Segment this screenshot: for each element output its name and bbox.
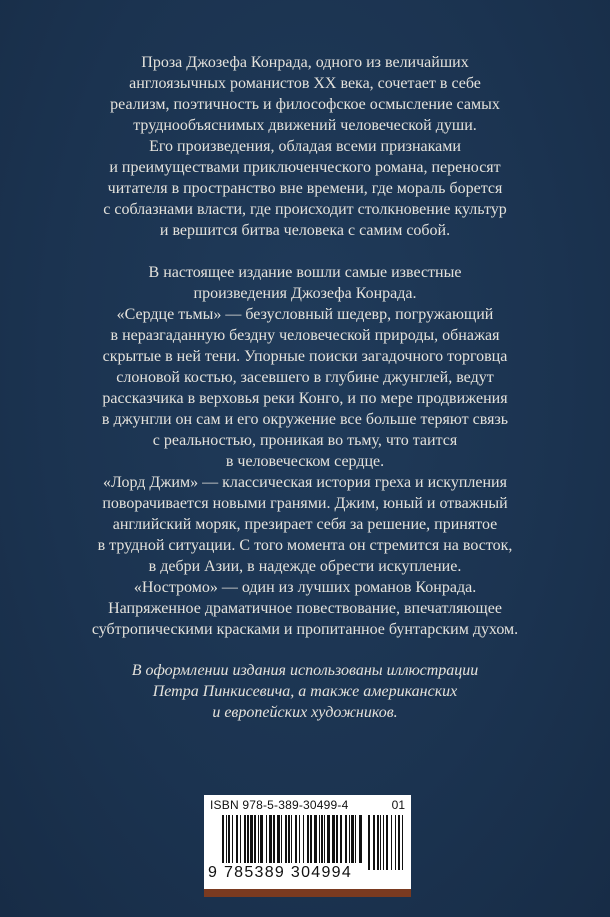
text-line: и преимуществами приключенческого романа, переносят xyxy=(109,159,501,176)
isbn-number: ISBN 978-5-389-30499-4 xyxy=(210,798,349,812)
text-line: и вершится битва человека с самим собой. xyxy=(159,222,451,239)
edition-paragraph xyxy=(60,262,550,304)
text-line: В настоящее издание вошли самые известные xyxy=(148,264,462,281)
isbn-barcode xyxy=(204,795,411,889)
text-line: «Лорд Джим» — классическая история греха и искупления xyxy=(103,474,507,491)
text-line: англоязычных романистов XX века, сочетает в себе xyxy=(129,75,481,92)
nostromo-paragraph xyxy=(60,577,550,640)
text-line: «Сердце тьмы» — безусловный шедевр, погружающий xyxy=(116,306,494,323)
text-line: В оформлении издания использованы иллюстрации xyxy=(131,662,479,679)
text-line: поворачивается новыми гранями. Джим, юный и отважный xyxy=(102,495,508,512)
text-line: английский моряк, презирает себя за решение, принятое xyxy=(112,516,498,533)
text-line: в джунгли он сам и его окружение все больше теряют связь xyxy=(101,411,509,428)
text-line: Петра Пинкисевича, а также американских xyxy=(152,683,458,700)
text-line: реализм, поэтичность и философское осмысление самых xyxy=(110,96,500,113)
text-line: слоновой костью, засевшего в глубине джунглей, ведут xyxy=(116,369,494,386)
text-line: произведения Джозефа Конрада. xyxy=(193,285,417,302)
text-line: Напряженное драматичное повествование, впечатляющее xyxy=(108,600,502,617)
text-line: в трудной ситуации. С того момента он стремится на восток, xyxy=(97,537,513,554)
barcode-digits: 9 785389 304994 xyxy=(208,864,353,881)
text-line: в человеческом сердце. xyxy=(225,453,385,470)
text-line: «Ностромо» — один из лучших романов Конрада. xyxy=(133,579,477,596)
text-line: Проза Джозефа Конрада, одного из величайших xyxy=(141,54,469,71)
text-line: скрытые в ней тени. Упорные поиски загадочного торговца xyxy=(102,348,508,365)
text-line: с соблазнами власти, где происходит столкновение культур xyxy=(103,201,507,218)
heart-of-darkness-paragraph xyxy=(60,304,550,472)
text-line: труднообъяснимых движений человеческой души. xyxy=(133,117,477,134)
text-line: и европейских художников. xyxy=(212,704,398,721)
illustrations-credit xyxy=(60,660,550,723)
text-line: читателя в пространство вне времени, где мораль борется xyxy=(107,180,503,197)
text-line: с реальностью, проникая во тьму, что таится xyxy=(152,432,458,449)
text-line: в дебри Азии, в надежде обрести искупление. xyxy=(148,558,462,575)
bottom-stripe xyxy=(204,889,411,897)
text-line: рассказчика в верховья реки Конго, и по мере продвижения xyxy=(102,390,508,407)
isbn-addon: 01 xyxy=(391,798,405,812)
intro-paragraph xyxy=(60,52,550,241)
text-line: в неразгаданную бездну человеческой природы, обнажая xyxy=(110,327,500,344)
text-line: субтропическими красками и пропитанное бунтарским духом. xyxy=(91,621,519,638)
lord-jim-paragraph xyxy=(60,472,550,577)
text-line: Его произведения, обладая всеми признаками xyxy=(149,138,461,155)
